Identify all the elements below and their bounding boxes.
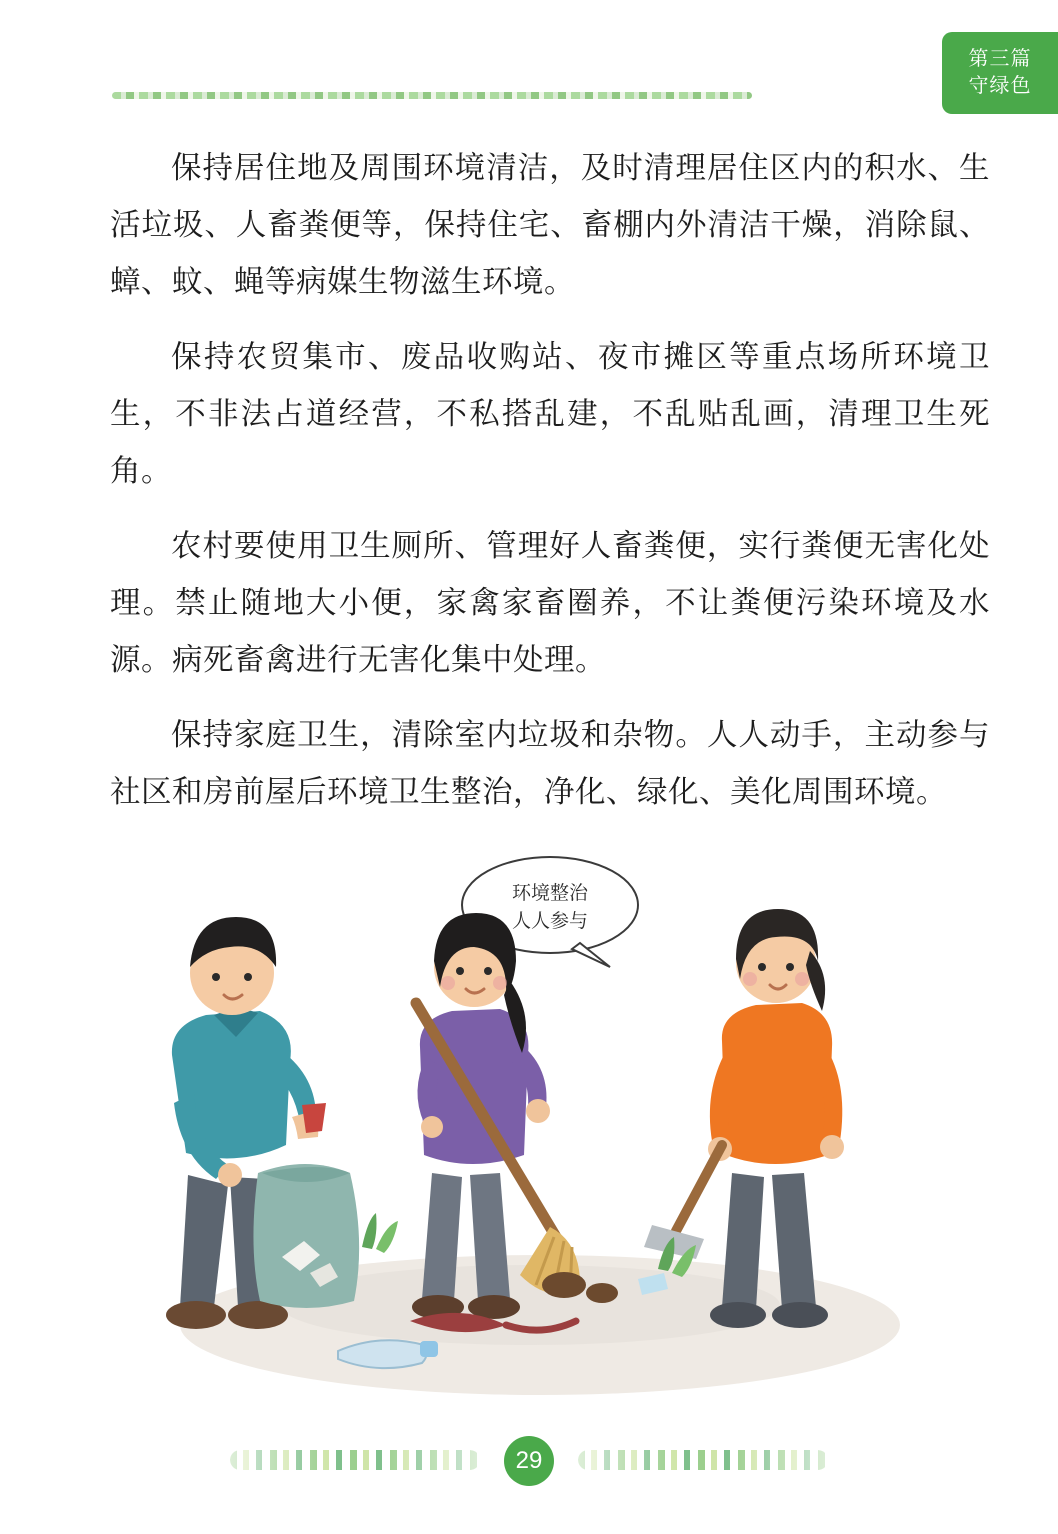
speech-line-1: 环境整治 bbox=[511, 883, 589, 904]
red-cup bbox=[302, 1103, 326, 1133]
page-number: 29 bbox=[504, 1436, 554, 1486]
illustration-svg bbox=[110, 855, 970, 1415]
paragraph-3: 农村要使用卫生厕所、管理好人畜粪便，实行粪便无害化处理。禁止随地大小便，家禽家畜圈养，不让粪便污染环境及水源。病死畜禽进行无害化集中处理。 bbox=[110, 529, 990, 677]
header-decorative-rule bbox=[112, 92, 752, 99]
chapter-tab bbox=[942, 32, 1058, 114]
page-header bbox=[0, 0, 1058, 150]
footer-leaf-border-right bbox=[578, 1450, 828, 1470]
speech-line-2: 人人参与 bbox=[511, 911, 589, 932]
litter-clump-1 bbox=[542, 1272, 586, 1298]
paragraph-2: 保持农贸集市、废品收购站、夜市摊区等重点场所环境卫生，不非法占道经营，不私搭乱建，不乱贴乱画，清理卫生死角。 bbox=[110, 340, 990, 488]
paragraph-4: 保持家庭卫生，清除室内垃圾和杂物。人人动手，主动参与社区和房前屋后环境卫生整治，净化、绿化、美化周围环境。 bbox=[110, 718, 990, 809]
figure-woman-sweeping bbox=[412, 913, 580, 1319]
dustpan bbox=[644, 1145, 722, 1259]
grass-tuft-left bbox=[362, 1213, 398, 1253]
litter-clump-2 bbox=[586, 1283, 618, 1303]
chapter-tab-line1: 第三篇 bbox=[968, 48, 1032, 70]
article-body bbox=[110, 140, 990, 839]
chapter-tab-line2: 守绿色 bbox=[968, 75, 1032, 97]
page-footer bbox=[0, 1436, 1058, 1486]
illustration-cleanup-scene bbox=[110, 855, 970, 1415]
trash-bag bbox=[253, 1164, 359, 1308]
figure-man-bending bbox=[166, 917, 359, 1329]
footer-leaf-border-left bbox=[230, 1450, 480, 1470]
paragraph-1: 保持居住地及周围环境清洁，及时清理居住区内的积水、生活垃圾、人畜粪便等，保持住宅、畜棚内外清洁干燥，消除鼠、蟑、蚊、蝇等病媒生物滋生环境。 bbox=[110, 151, 990, 299]
